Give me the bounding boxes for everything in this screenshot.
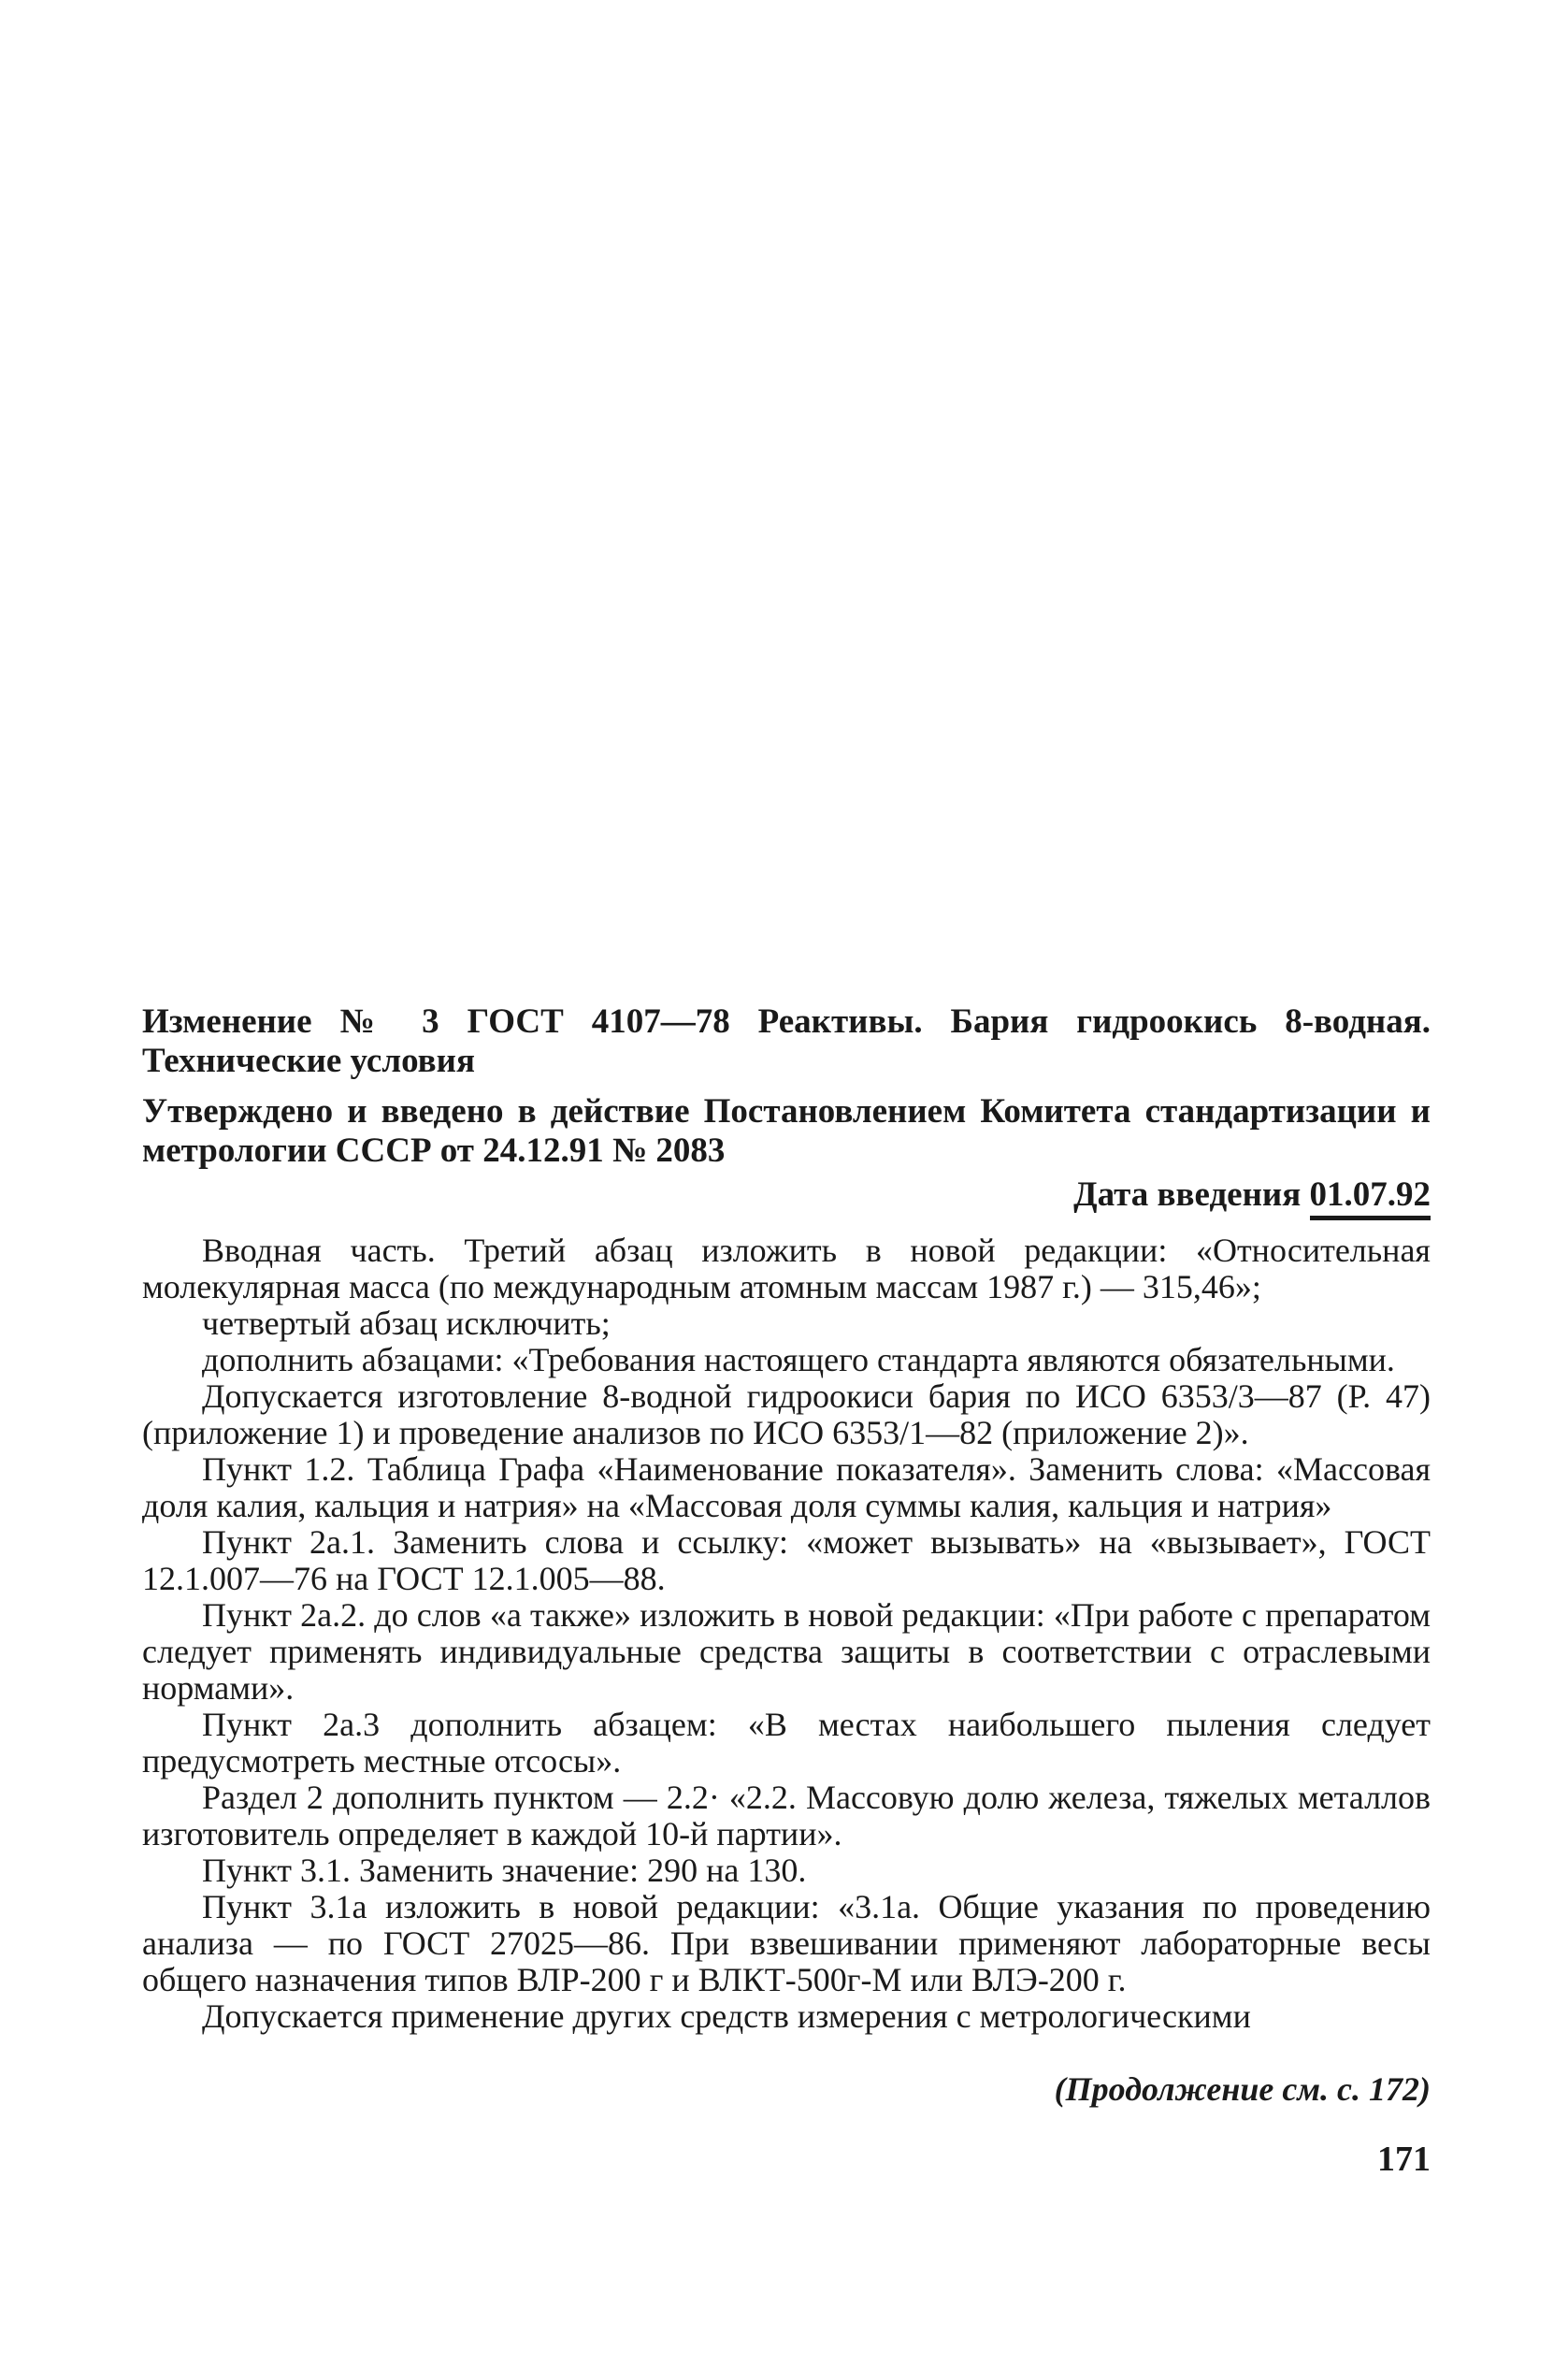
approval-statement: Утверждено и введено в действие Постановлением Комитета стандартизации и метрологии СССР от 24.12.91 № 2083 — [142, 1092, 1431, 1170]
effective-date-line — [142, 1175, 1431, 1215]
paragraph: четвертый абзац исключить; — [202, 1305, 611, 1342]
effective-date-label: Дата введения — [1073, 1175, 1302, 1214]
paragraph: Пункт 1.2. Таблица Графа «Наименование показателя». Заменить слова: «Массовая доля калия, кальция и натрия» на «Массовая доля суммы калия, кальция и натрия» — [142, 1450, 1431, 1524]
paragraph: Пункт 2а.3 дополнить абзацем: «В местах наибольшего пыления следует предусмотреть местные отсосы». — [142, 1706, 1431, 1780]
page-number: 171 — [1377, 2140, 1431, 2179]
document-title: Изменение № 3 ГОСТ 4107—78 Реактивы. Бария гидроокись 8-водная. Технические условия — [142, 1002, 1431, 1080]
effective-date-value: 01.07.92 — [1310, 1175, 1431, 1220]
paragraph: Раздел 2 дополнить пунктом — 2.2· «2.2. Массовую долю железа, тяжелых металлов изготовитель определяет в каждой 10-й партии». — [142, 1779, 1431, 1852]
paragraph: дополнить абзацами: «Требования настоящего стандарта являются обязательными. — [202, 1341, 1395, 1378]
amendment-body — [142, 1232, 1431, 2035]
paragraph: Допускается изготовление 8-водной гидроокиси бария по ИСО 6353/3—87 (Р. 47) (приложение 1) и проведение анализов по ИСО 6353/1—82 (приложение 2)». — [142, 1377, 1431, 1451]
paragraph: Допускается применение других средств измерения с метрологическими — [202, 1997, 1251, 2035]
paragraph: Вводная часть. Третий абзац изложить в новой редакции: «Относительная молекулярная масса (по международным атомным массам 1987 г.) — 315,46»; — [142, 1232, 1431, 1305]
paragraph: Пункт 2а.2. до слов «а также» изложить в новой редакции: «При работе с препаратом следует применять индивидуальные средства защиты в соответствии с отраслевыми нормами». — [142, 1596, 1431, 1707]
paragraph: Пункт 3.1. Заменить значение: 290 на 130. — [202, 1852, 807, 1889]
paragraph: Пункт 2а.1. Заменить слова и ссылку: «может вызывать» на «вызывает», ГОСТ 12.1.007—76 на ГОСТ 12.1.005—88. — [142, 1523, 1431, 1597]
paragraph: Пункт 3.1а изложить в новой редакции: «3.1а. Общие указания по проведению анализа — по ГОСТ 27025—86. При взвешивании применяют лабораторные весы общего назначения типов ВЛР-200 г и ВЛКТ-500г-М или ВЛЭ-200 г. — [142, 1888, 1431, 1998]
continuation-note: (Продолжение см. с. 172) — [1054, 2070, 1431, 2108]
